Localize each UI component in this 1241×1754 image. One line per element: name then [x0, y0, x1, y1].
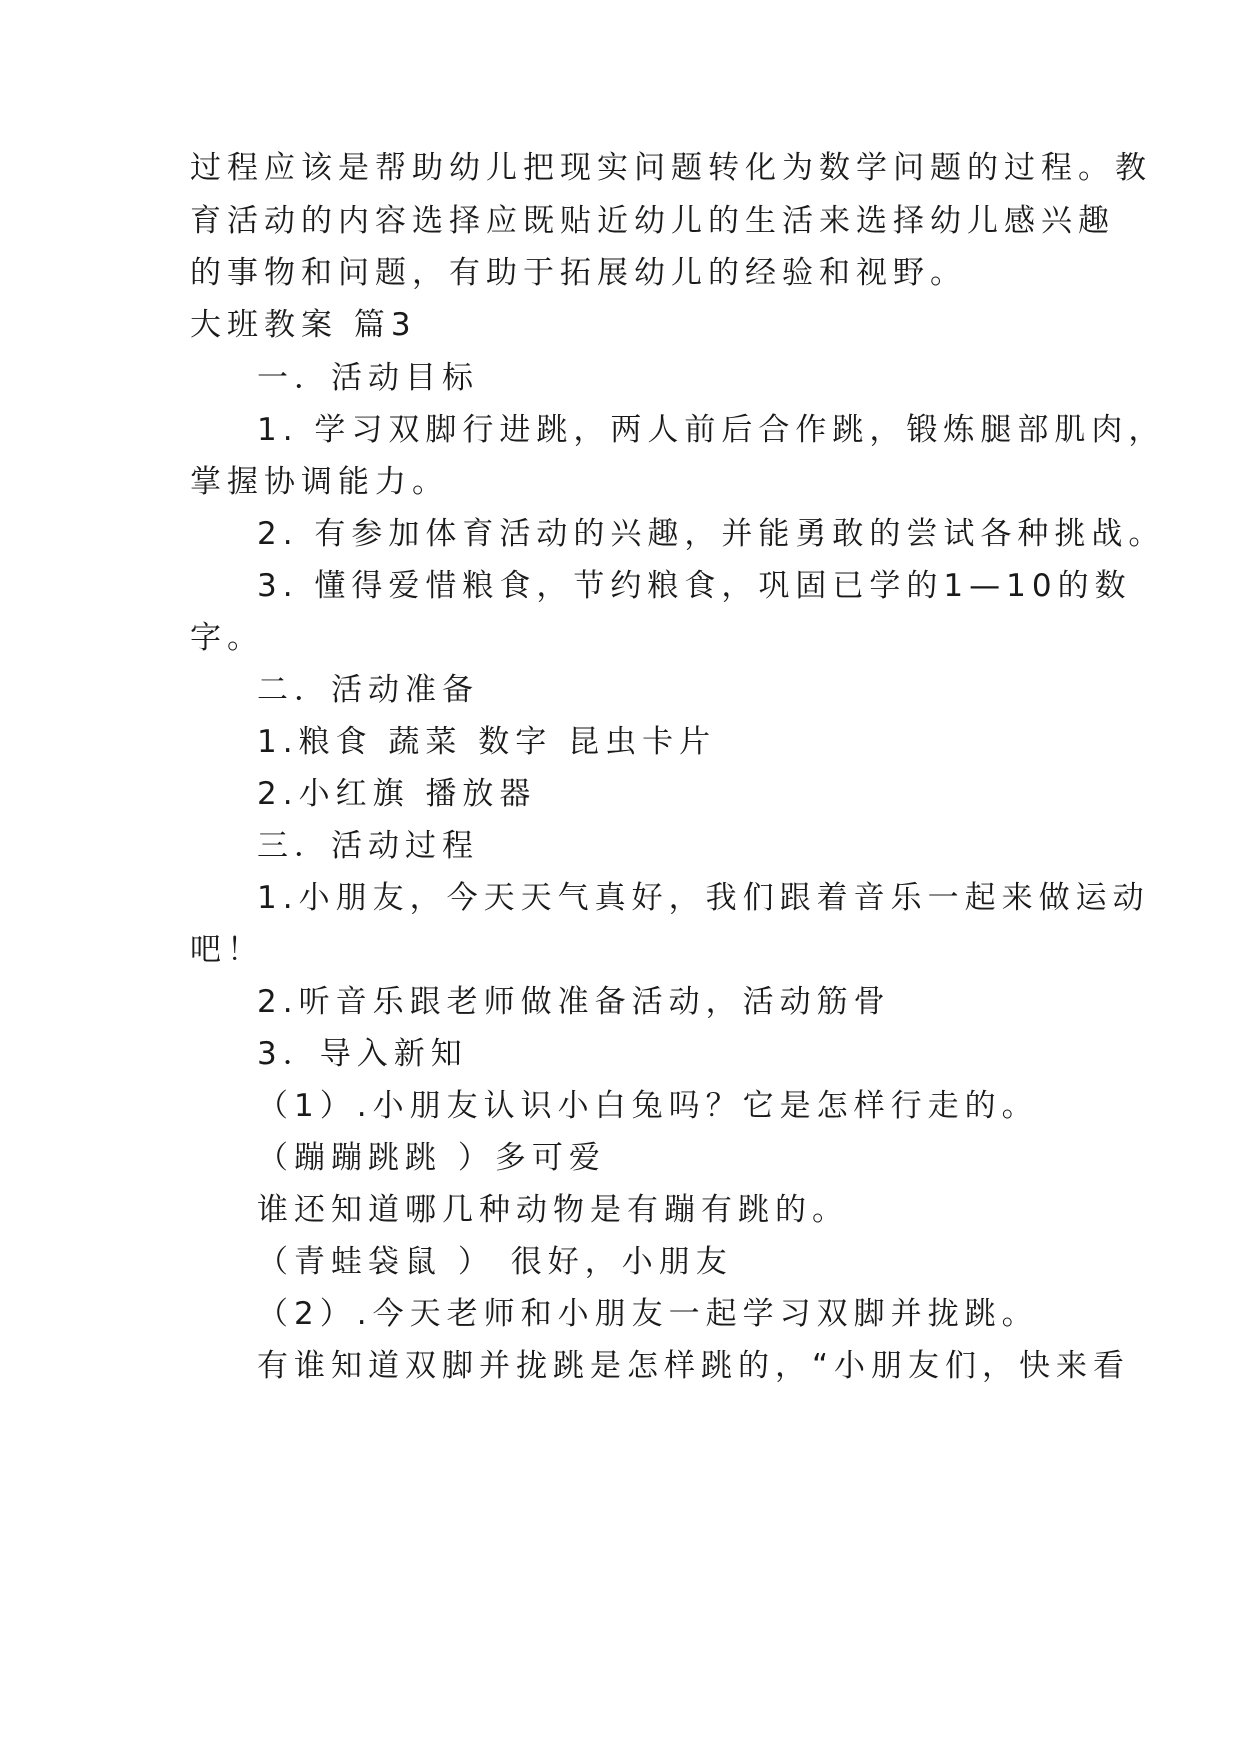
list-item: 1. 学习双脚行进跳，两人前后合作跳，锻炼腿部肌肉，: [257, 412, 1166, 448]
list-item: 3. 懂得爱惜粮食，节约粮食，巩固已学的1—10的数: [257, 568, 1132, 604]
paragraph-line: （青蛙袋鼠 ） 很好，小朋友: [257, 1244, 733, 1280]
paragraph-line: 谁还知道哪几种动物是有蹦有跳的。: [257, 1192, 849, 1228]
subsection-heading: 一．活动目标: [257, 360, 479, 396]
list-item-continuation: 吧！: [190, 932, 264, 968]
list-item: 3．导入新知: [257, 1036, 468, 1072]
paragraph-line: 过程应该是帮助幼儿把现实问题转化为数学问题的过程。教: [190, 150, 1152, 186]
subsection-heading: 二．活动准备: [257, 672, 479, 708]
paragraph-line: 育活动的内容选择应既贴近幼儿的生活来选择幼儿感兴趣: [190, 203, 1115, 239]
subsection-heading: 三．活动过程: [257, 828, 479, 864]
paragraph-line: 的事物和问题，有助于拓展幼儿的经验和视野。: [190, 255, 967, 291]
list-item: 2. 有参加体育活动的兴趣，并能勇敢的尝试各种挑战。: [257, 516, 1166, 552]
list-item: 2.听音乐跟老师做准备活动，活动筋骨: [257, 984, 891, 1020]
list-item-continuation: 字。: [190, 620, 264, 656]
list-item: 1.小朋友，今天天气真好，我们跟着音乐一起来做运动: [257, 880, 1150, 916]
section-heading: 大班教案 篇3: [190, 307, 417, 343]
paragraph-line: 有谁知道双脚并拢跳是怎样跳的，“小朋友们，快来看: [257, 1348, 1131, 1384]
list-item: 1.粮食 蔬菜 数字 昆虫卡片: [257, 724, 717, 760]
list-item-continuation: 掌握协调能力。: [190, 464, 449, 500]
list-item: 2.小红旗 播放器: [257, 776, 537, 812]
paragraph-line: （2）.今天老师和小朋友一起学习双脚并拢跳。: [257, 1296, 1039, 1332]
paragraph-line: （蹦蹦跳跳 ）多可爱: [257, 1140, 606, 1176]
paragraph-line: （1）.小朋友认识小白兔吗？它是怎样行走的。: [257, 1088, 1039, 1124]
